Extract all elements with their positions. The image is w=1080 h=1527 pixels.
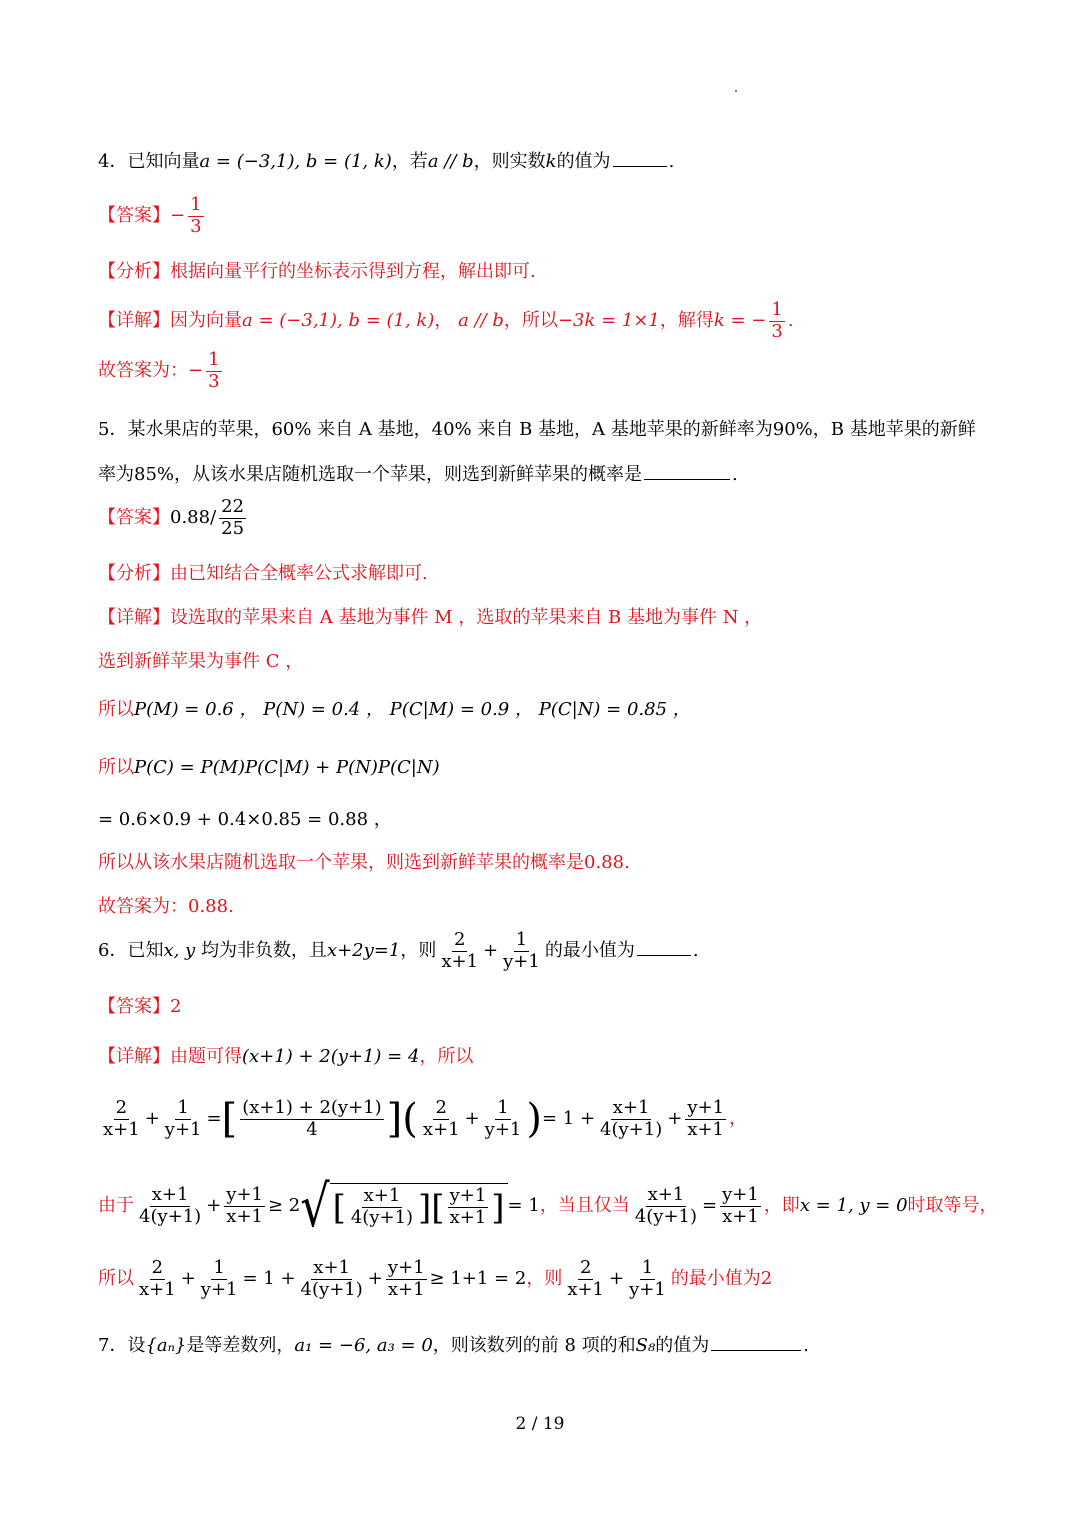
q6-equation-3: 所以 $\frac{2}{x+1}$ + $\frac{1}{y+1}$ = 1 + $\frac{x+1}{4(y+1)}$ + $\frac{y+1}{x+1}$ ≥ 1+1 = 2，则 $\frac{2}{x+1}$ + $\frac{1}{y+1}$ 的最小值为2 <box>98 1257 773 1300</box>
q5-blank <box>644 478 730 480</box>
q4-analysis: 【分析】根据向量平行的坐标表示得到方程，解出即可. <box>98 261 536 282</box>
q5-stem-line1: 5．某水果店的苹果，60% 来自 A 基地，40% 来自 B 基地，A 基地苹果的新鲜率为90%，B 基地苹果的新鲜 <box>98 419 976 440</box>
q5-stem-line2: 率为85%，从该水果店随机选取一个苹果，则选到新鲜苹果的概率是 . <box>98 464 738 485</box>
q5-detail-line1: 【详解】设选取的苹果来自 A 基地为事件 M ，选取的苹果来自 B 基地为事件 N ， <box>98 607 763 628</box>
q5-detail-line2: 选到新鲜苹果为事件 C ， <box>98 651 304 672</box>
q5-detail-line3: 所以P(M) = 0.6 ， P(N) = 0.4 ， P(C|M) = 0.9 ， P(C|N) = 0.85 ， <box>98 699 691 720</box>
q6-equation-1: $\frac{2}{x+1}$ + $\frac{1}{y+1}$ =[ $\frac{(x+1) + 2(y+1)}{4}$ ]( $\frac{2}{x+1}$ + $\frac{1}{y+1}$ )= 1 + $\frac{x+1}{4(y+1)}$ + $\frac{y+1}{x+1}$ ， <box>103 1096 748 1143</box>
q5-detail-line5: = 0.6×0.9 + 0.4×0.85 = 0.88 ， <box>98 809 392 830</box>
page-number: 2 / 19 <box>515 1414 565 1434</box>
q4-final: 故答案为：− $\frac{1}{3}$ <box>98 349 220 392</box>
q5-final: 故答案为：0.88. <box>98 896 234 917</box>
q6-answer: 【答案】2 <box>98 996 182 1017</box>
q4-blank <box>613 165 667 167</box>
q5-analysis: 【分析】由已知结合全概率公式求解即可. <box>98 563 428 584</box>
q5-answer: 【答案】0.88/ $\frac{22}{25}$ <box>98 496 245 539</box>
q6-detail: 【详解】由题可得(x+1) + 2(y+1) = 4，所以 <box>98 1046 474 1067</box>
q5-detail-line4: 所以P(C) = P(M)P(C|M) + P(N)P(C|N) <box>98 757 440 778</box>
q7-stem: 7．设{aₙ}是等差数列，a₁ = −6, a₃ = 0，则该数列的前 8 项的和S₈的值为 . <box>98 1335 809 1356</box>
q4-stem: 4．已知向量a = (−3,1), b = (1, k)，若a // b，则实数k的值为 . <box>98 151 675 172</box>
q4-detail: 【详解】因为向量a = (−3,1), b = (1, k)， a // b，所以−3k = 1×1，解得k = − $\frac{1}{3}$ . <box>98 299 794 342</box>
q5-detail-line6: 所以从该水果店随机选取一个苹果，则选到新鲜苹果的概率是0.88. <box>98 852 630 873</box>
stray-dot <box>735 90 737 92</box>
q7-blank <box>711 1349 801 1351</box>
q4-answer: 【答案】− $\frac{1}{3}$ <box>98 194 202 237</box>
q6-blank <box>637 954 691 956</box>
q6-equation-2: 由于 $\frac{x+1}{4(y+1)}$ + $\frac{y+1}{x+1}$ ≥ 2 √ [ $\frac{x+1}{4(y+1)}$ ][ $\frac{y+1}{x+1}$ ] = 1，当且仅当 $\frac{x+1}{4(y+1)}$ = $\frac{y+1}{x+1}$ ，即x = 1, y = 0时取等号， <box>98 1172 998 1240</box>
q6-stem: 6．已知x, y 均为非负数，且x+2y=1，则 $\frac{2}{x+1}$ + $\frac{1}{y+1}$ 的最小值为 . <box>98 929 699 972</box>
